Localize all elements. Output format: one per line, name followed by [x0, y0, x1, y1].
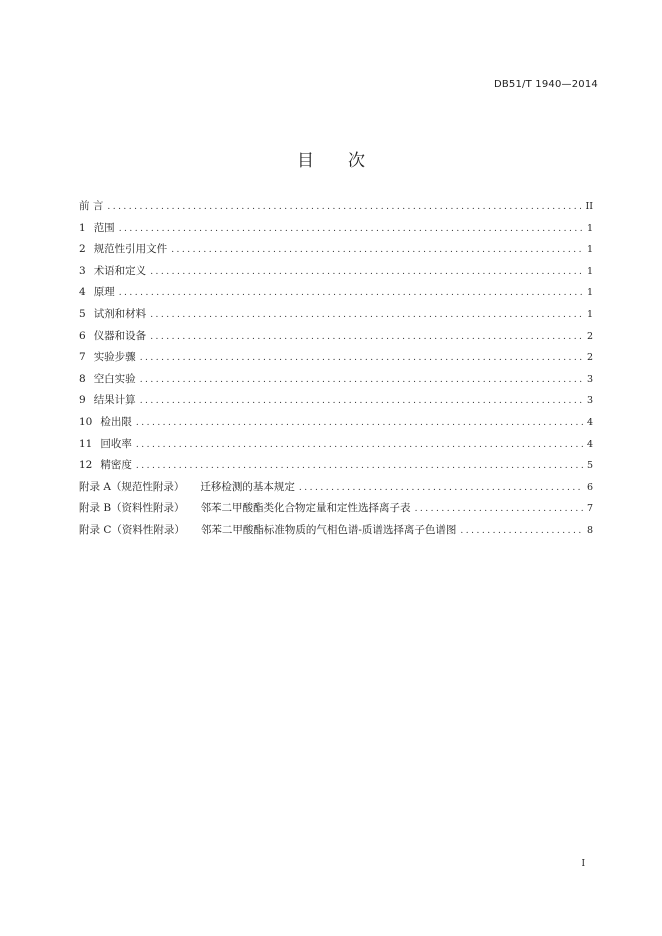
toc-entry-subtitle: 邻苯二甲酸酯类化合物定量和定性选择离子表 — [200, 502, 411, 515]
toc-entry[interactable] — [79, 479, 593, 501]
toc-entry-page: 1 — [586, 308, 593, 320]
toc-dot-leader — [415, 504, 583, 514]
toc-entry-page: 4 — [586, 438, 593, 450]
toc-dot-leader — [150, 267, 583, 277]
toc-dot-leader — [299, 483, 583, 493]
toc-entry-label: 精密度 — [100, 459, 132, 472]
toc-entry-number: 11 — [79, 437, 93, 450]
toc-entry[interactable] — [79, 500, 593, 522]
toc-entry-label: 原理 — [93, 286, 115, 299]
toc-entry[interactable] — [79, 349, 593, 371]
toc-entry-label: 空白实验 — [93, 372, 136, 385]
toc-dot-leader — [460, 526, 583, 536]
toc-entry-page: 3 — [586, 373, 593, 385]
toc-entry-label: 试剂和材料 — [93, 307, 147, 320]
toc-entry-page: 2 — [586, 330, 593, 342]
toc-entry-label: 附录 B（资料性附录） — [79, 502, 185, 515]
toc-entry-label: 范围 — [93, 221, 115, 234]
toc-entry[interactable] — [79, 328, 593, 350]
toc-entry[interactable] — [79, 306, 593, 328]
toc-entry-label: 前 言 — [79, 200, 104, 212]
toc-entry[interactable] — [79, 457, 593, 479]
toc-entry[interactable] — [79, 241, 593, 263]
toc-entry-number: 7 — [79, 351, 86, 364]
toc-entry[interactable] — [79, 263, 593, 285]
toc-dot-leader — [119, 288, 583, 298]
document-code: DB51/T 1940—2014 — [493, 79, 598, 90]
toc-dot-leader — [119, 224, 583, 234]
toc-dot-leader — [140, 396, 583, 406]
toc-entry-page: 6 — [586, 481, 593, 493]
toc-entry-page: II — [585, 201, 593, 212]
toc-entry[interactable] — [79, 284, 593, 306]
toc-entry[interactable] — [79, 371, 593, 393]
toc-entry[interactable] — [79, 522, 593, 544]
toc-entry-label: 结果计算 — [93, 394, 136, 407]
toc-entry-number: 5 — [79, 307, 86, 320]
toc-entry-label: 附录 C（资料性附录） — [79, 523, 185, 536]
toc-entry-page: 1 — [586, 222, 593, 234]
toc-dot-leader — [136, 418, 583, 428]
toc-entry-number: 4 — [79, 286, 86, 299]
toc-entry-label: 检出限 — [100, 415, 132, 428]
toc-entry-label: 术语和定义 — [93, 264, 147, 277]
toc-dot-leader — [140, 353, 583, 363]
toc-entry-page: 4 — [586, 416, 593, 428]
toc-entry-page: 7 — [586, 503, 593, 515]
toc-entry-subtitle: 迁移检测的基本规定 — [200, 480, 295, 493]
toc-entry-number: 1 — [79, 221, 86, 234]
toc-entry-label: 仪器和设备 — [93, 329, 147, 342]
toc-dot-leader — [150, 332, 583, 342]
toc-entry-number: 6 — [79, 329, 86, 342]
toc-entry[interactable] — [79, 220, 593, 242]
toc-entry-number: 3 — [79, 264, 86, 277]
toc-dot-leader — [140, 375, 583, 385]
toc-entry[interactable] — [79, 392, 593, 414]
toc-dot-leader — [107, 202, 581, 212]
toc-entry[interactable] — [79, 436, 593, 458]
page-number: I — [581, 859, 585, 869]
toc-entry[interactable] — [79, 414, 593, 436]
toc-entry-page: 8 — [586, 524, 593, 536]
table-of-contents — [79, 198, 593, 544]
toc-entry-page: 1 — [586, 287, 593, 299]
toc-entry-number: 2 — [79, 243, 86, 256]
toc-entry-page: 1 — [586, 265, 593, 277]
toc-entry-page: 5 — [586, 460, 593, 472]
toc-entry-page: 3 — [586, 395, 593, 407]
toc-entry-number: 12 — [79, 459, 93, 472]
toc-dot-leader — [150, 310, 583, 320]
toc-entry-page: 2 — [586, 352, 593, 364]
toc-entry-number: 8 — [79, 372, 86, 385]
toc-entry-number: 10 — [79, 415, 93, 428]
toc-dot-leader — [171, 245, 583, 255]
page-title: 目次 — [297, 151, 399, 171]
toc-entry-page: 1 — [586, 244, 593, 256]
toc-dot-leader — [136, 461, 583, 471]
toc-entry-label: 实验步骤 — [93, 351, 136, 364]
toc-entry-label: 规范性引用文件 — [93, 243, 168, 256]
toc-entry[interactable] — [79, 198, 593, 220]
toc-entry-label: 附录 A（规范性附录） — [79, 480, 185, 493]
toc-entry-subtitle: 邻苯二甲酸酯标准物质的气相色谱-质谱选择离子色谱图 — [200, 523, 457, 536]
toc-dot-leader — [136, 440, 583, 450]
toc-entry-label: 回收率 — [100, 437, 132, 450]
toc-entry-number: 9 — [79, 394, 86, 407]
